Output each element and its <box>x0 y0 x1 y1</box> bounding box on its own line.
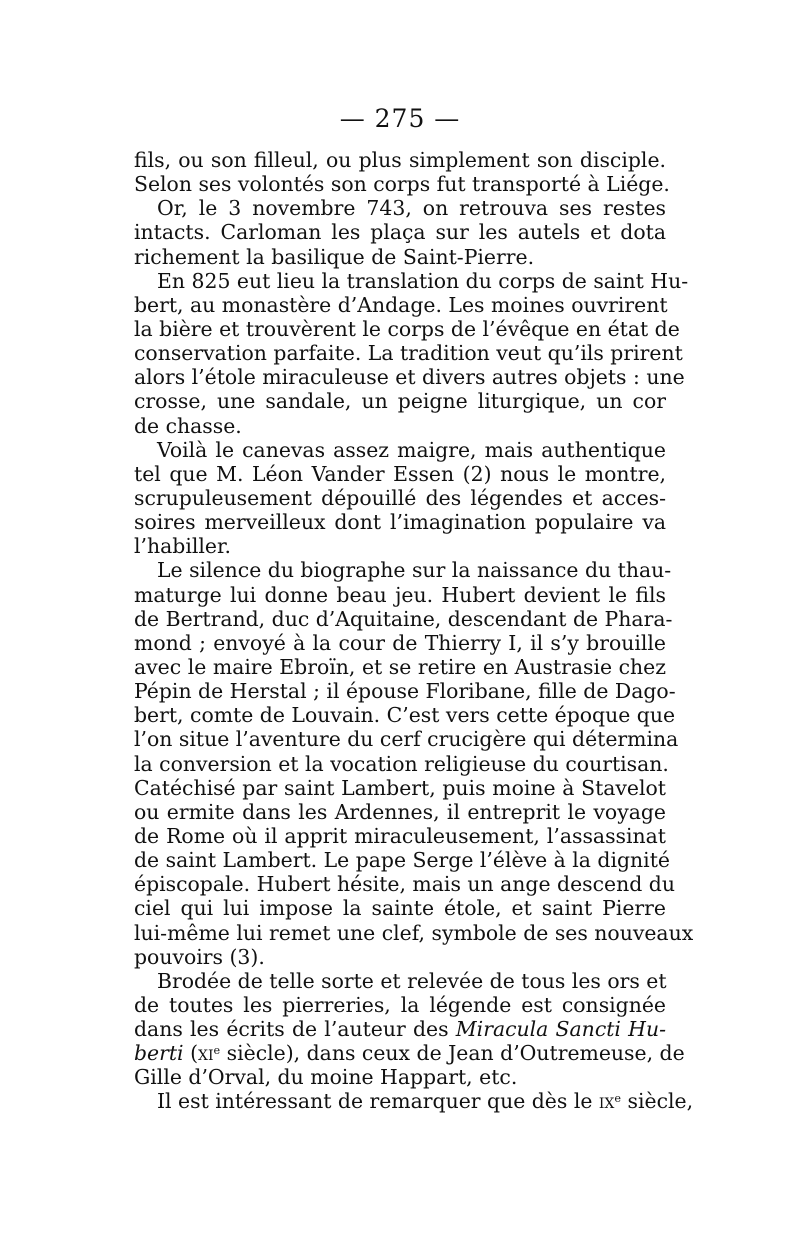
text-line: avec le maire Ebroïn, et se retire en Austrasie chez <box>134 654 666 679</box>
text-line: mond ; envoyé à la cour de Thierry I, il s’y brouille <box>134 630 666 655</box>
text-line: lui-même lui remet une clef, symbole de ses nouveaux <box>134 920 694 945</box>
text-line: de Bertrand, duc d’Aquitaine, descendant de Phara- <box>134 606 673 631</box>
text-line: alors l’étole miraculeuse et divers autres objets : une <box>134 365 685 390</box>
text-line: bert, comte de Louvain. C’est vers cette époque que <box>134 703 676 728</box>
page-number: — 275 — <box>339 104 461 133</box>
text-line: soires merveilleux dont l’imagination populaire va <box>134 510 666 535</box>
text-line: Le silence du biographe sur la naissance du thau- <box>157 558 672 583</box>
text-line: épiscopale. Hubert hésite, mais un ange descend du <box>134 872 675 897</box>
text-line: bert, au monastère d’Andage. Les moines ouvrirent <box>134 292 668 317</box>
text-line: la conversion et la vocation religieuse du courtisan. <box>134 751 669 776</box>
text-line: maturge lui donne beau jeu. Hubert devient le fils <box>134 582 666 607</box>
text-line: conservation parfaite. La tradition veut qu’ils prirent <box>134 341 683 366</box>
text-line: Gille d’Orval, du moine Happart, etc. <box>134 1065 518 1090</box>
text-line: de saint Lambert. Le pape Serge l’élève à la dignité <box>134 848 670 873</box>
text-line: de toutes les pierreries, la légende est consignée <box>134 992 666 1017</box>
body-text <box>134 148 694 1114</box>
text-line: richement la basilique de Saint-Pierre. <box>134 244 535 269</box>
text-line: de Rome où il apprit miraculeusement, l’assassinat <box>134 823 666 848</box>
text-line: fils, ou son filleul, ou plus simplement son disciple. <box>134 148 666 172</box>
text-line: intacts. Carloman les plaça sur les autels et dota <box>134 220 666 245</box>
text-line: crosse, une sandale, un peigne liturgique, un cor <box>134 389 666 414</box>
text-line: la bière et trouvèrent le corps de l’évêque en état de <box>134 316 680 341</box>
text-line: dans les écrits de l’auteur des Miracula Sancti Hu- <box>134 1017 666 1042</box>
text-line: Brodée de telle sorte et relevée de tous les ors et <box>157 968 667 993</box>
text-line: tel que M. Léon Vander Essen (2) nous le montre, <box>134 461 666 486</box>
text-line: Voilà le canevas assez maigre, mais authentique <box>157 437 666 462</box>
text-line: pouvoirs (3). <box>134 944 265 969</box>
text-line: ou ermite dans les Ardennes, il entreprit le voyage <box>134 799 666 824</box>
text-line: Il est intéressant de remarquer que dès le $ix^e$ siècle, <box>157 1089 694 1114</box>
italic-title: berti <box>134 1041 184 1066</box>
text-line: ciel qui lui impose la sainte étole, et saint Pierre <box>134 896 666 921</box>
text-line: Selon ses volontés son corps fut transporté à Liége. <box>134 172 670 197</box>
text-line: Catéchisé par saint Lambert, puis moine à Stavelot <box>134 775 666 800</box>
text-line: Pépin de Herstal ; il épouse Floribane, fille de Dago- <box>134 679 676 704</box>
text-line: En 825 eut lieu la translation du corps de saint Hu- <box>157 268 689 293</box>
text-line: berti ($xi^e$ siècle), dans ceux de Jean d’Outremeuse, de <box>134 1041 685 1066</box>
italic-title: Miracula Sancti Hu- <box>455 1017 666 1042</box>
text-line: l’on situe l’aventure du cerf crucigère qui détermina <box>134 727 679 752</box>
text-line: l’habiller. <box>134 534 231 559</box>
text-line: Or, le 3 novembre 743, on retrouva ses restes <box>157 196 666 221</box>
text-line: de chasse. <box>134 413 242 438</box>
text-line: scrupuleusement dépouillé des légendes et acces- <box>134 485 666 510</box>
